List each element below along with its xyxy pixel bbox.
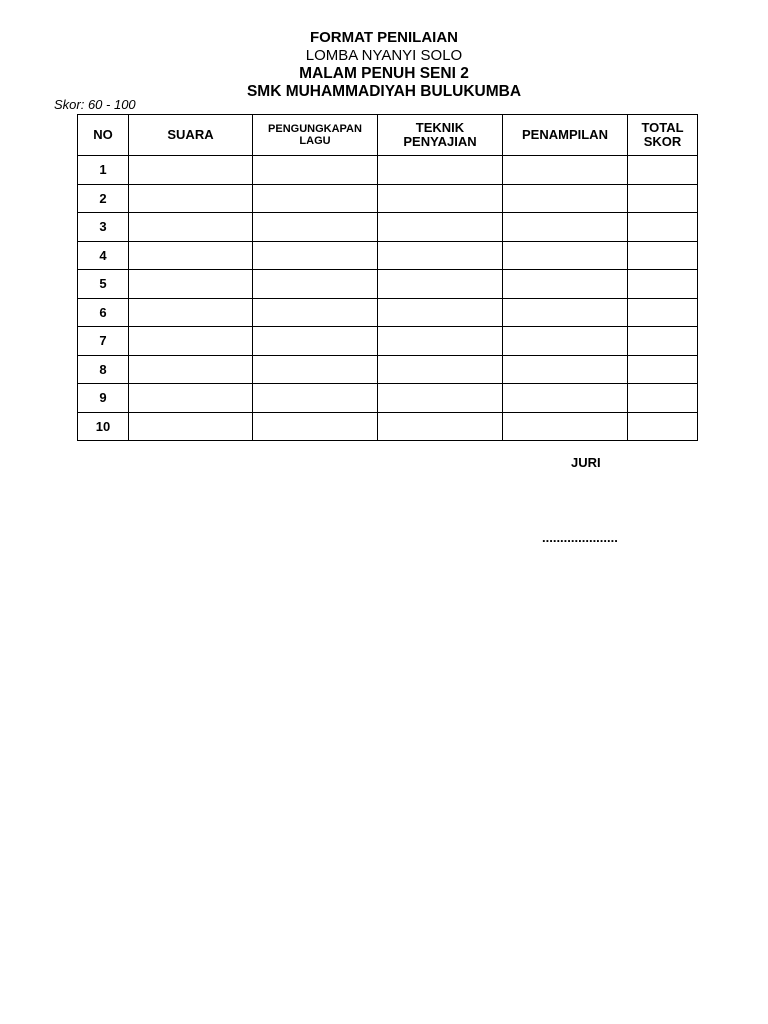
col-header-line: PENGUNGKAPAN [268, 123, 362, 135]
table-row [78, 355, 698, 384]
score-cell[interactable] [628, 270, 698, 299]
col-header-line: PENAMPILAN [522, 127, 608, 142]
document-header [0, 29, 768, 101]
col-header-line: TOTAL [641, 120, 684, 135]
col-header-line: PENYAJIAN [403, 134, 477, 149]
row-number-cell: 9 [78, 384, 129, 413]
col-header-teknik-penyajian [378, 115, 503, 156]
header-subtitle: LOMBA NYANYI SOLO [305, 47, 463, 64]
col-header-pengungkapan-lagu [253, 115, 378, 156]
row-number-cell: 4 [78, 241, 129, 270]
score-cell[interactable] [503, 213, 628, 242]
score-cell[interactable] [503, 184, 628, 213]
table-row [78, 241, 698, 270]
table-row [78, 213, 698, 242]
table-row [78, 298, 698, 327]
row-number-cell: 1 [78, 156, 129, 185]
score-cell[interactable] [628, 384, 698, 413]
row-number-cell: 10 [78, 412, 129, 441]
score-cell[interactable] [253, 384, 378, 413]
table-row [78, 156, 698, 185]
col-header-total-skor [628, 115, 698, 156]
header-event: MALAM PENUH SENI 2 [299, 65, 469, 82]
row-number-cell: 8 [78, 355, 129, 384]
score-range-note: Skor: 60 - 100 [54, 97, 136, 112]
header-school: SMK MUHAMMADIYAH BULUKUMBA [246, 83, 522, 100]
score-cell[interactable] [253, 412, 378, 441]
table-row [78, 184, 698, 213]
col-header-line: LAGU [299, 135, 331, 147]
score-cell[interactable] [628, 241, 698, 270]
col-header-line: TEKNIK [415, 120, 465, 135]
col-header-penampilan [503, 115, 628, 156]
score-cell[interactable] [378, 270, 503, 299]
score-table [77, 114, 698, 441]
score-cell[interactable] [253, 270, 378, 299]
score-cell[interactable] [378, 412, 503, 441]
row-number-cell: 2 [78, 184, 129, 213]
score-cell[interactable] [503, 384, 628, 413]
score-cell[interactable] [628, 156, 698, 185]
score-cell[interactable] [129, 270, 253, 299]
score-cell[interactable] [253, 355, 378, 384]
score-cell[interactable] [129, 298, 253, 327]
score-cell[interactable] [378, 298, 503, 327]
header-title: FORMAT PENILAIAN [309, 29, 459, 46]
score-cell[interactable] [628, 213, 698, 242]
score-cell[interactable] [628, 184, 698, 213]
score-cell[interactable] [129, 184, 253, 213]
score-cell[interactable] [378, 213, 503, 242]
col-header-suara [129, 115, 253, 156]
score-cell[interactable] [129, 327, 253, 356]
score-cell[interactable] [129, 241, 253, 270]
juri-label: JURI [571, 455, 601, 470]
col-header-line: SKOR [643, 134, 682, 149]
row-number-cell: 7 [78, 327, 129, 356]
score-cell[interactable] [503, 355, 628, 384]
col-header-line: NO [93, 127, 113, 142]
score-cell[interactable] [378, 355, 503, 384]
score-cell[interactable] [253, 241, 378, 270]
table-row [78, 270, 698, 299]
score-cell[interactable] [129, 412, 253, 441]
score-cell[interactable] [503, 412, 628, 441]
table-row [78, 412, 698, 441]
table-header-row [78, 115, 698, 156]
col-header-line: SUARA [167, 127, 214, 142]
table-row [78, 327, 698, 356]
score-cell[interactable] [503, 156, 628, 185]
score-cell[interactable] [129, 213, 253, 242]
score-cell[interactable] [129, 156, 253, 185]
score-cell[interactable] [378, 184, 503, 213]
score-cell[interactable] [378, 327, 503, 356]
row-number-cell: 3 [78, 213, 129, 242]
score-cell[interactable] [503, 241, 628, 270]
signature-line: ..................... [542, 530, 618, 545]
score-cell[interactable] [253, 298, 378, 327]
score-cell[interactable] [253, 156, 378, 185]
score-cell[interactable] [378, 156, 503, 185]
score-cell[interactable] [628, 327, 698, 356]
score-cell[interactable] [253, 327, 378, 356]
table-row [78, 384, 698, 413]
score-cell[interactable] [253, 213, 378, 242]
score-cell[interactable] [503, 327, 628, 356]
score-cell[interactable] [378, 384, 503, 413]
row-number-cell: 6 [78, 298, 129, 327]
score-cell[interactable] [628, 355, 698, 384]
score-cell[interactable] [129, 355, 253, 384]
row-number-cell: 5 [78, 270, 129, 299]
col-header-no [78, 115, 129, 156]
score-cell[interactable] [129, 384, 253, 413]
score-cell[interactable] [628, 412, 698, 441]
score-cell[interactable] [253, 184, 378, 213]
score-cell[interactable] [378, 241, 503, 270]
score-cell[interactable] [503, 270, 628, 299]
score-cell[interactable] [503, 298, 628, 327]
score-cell[interactable] [628, 298, 698, 327]
